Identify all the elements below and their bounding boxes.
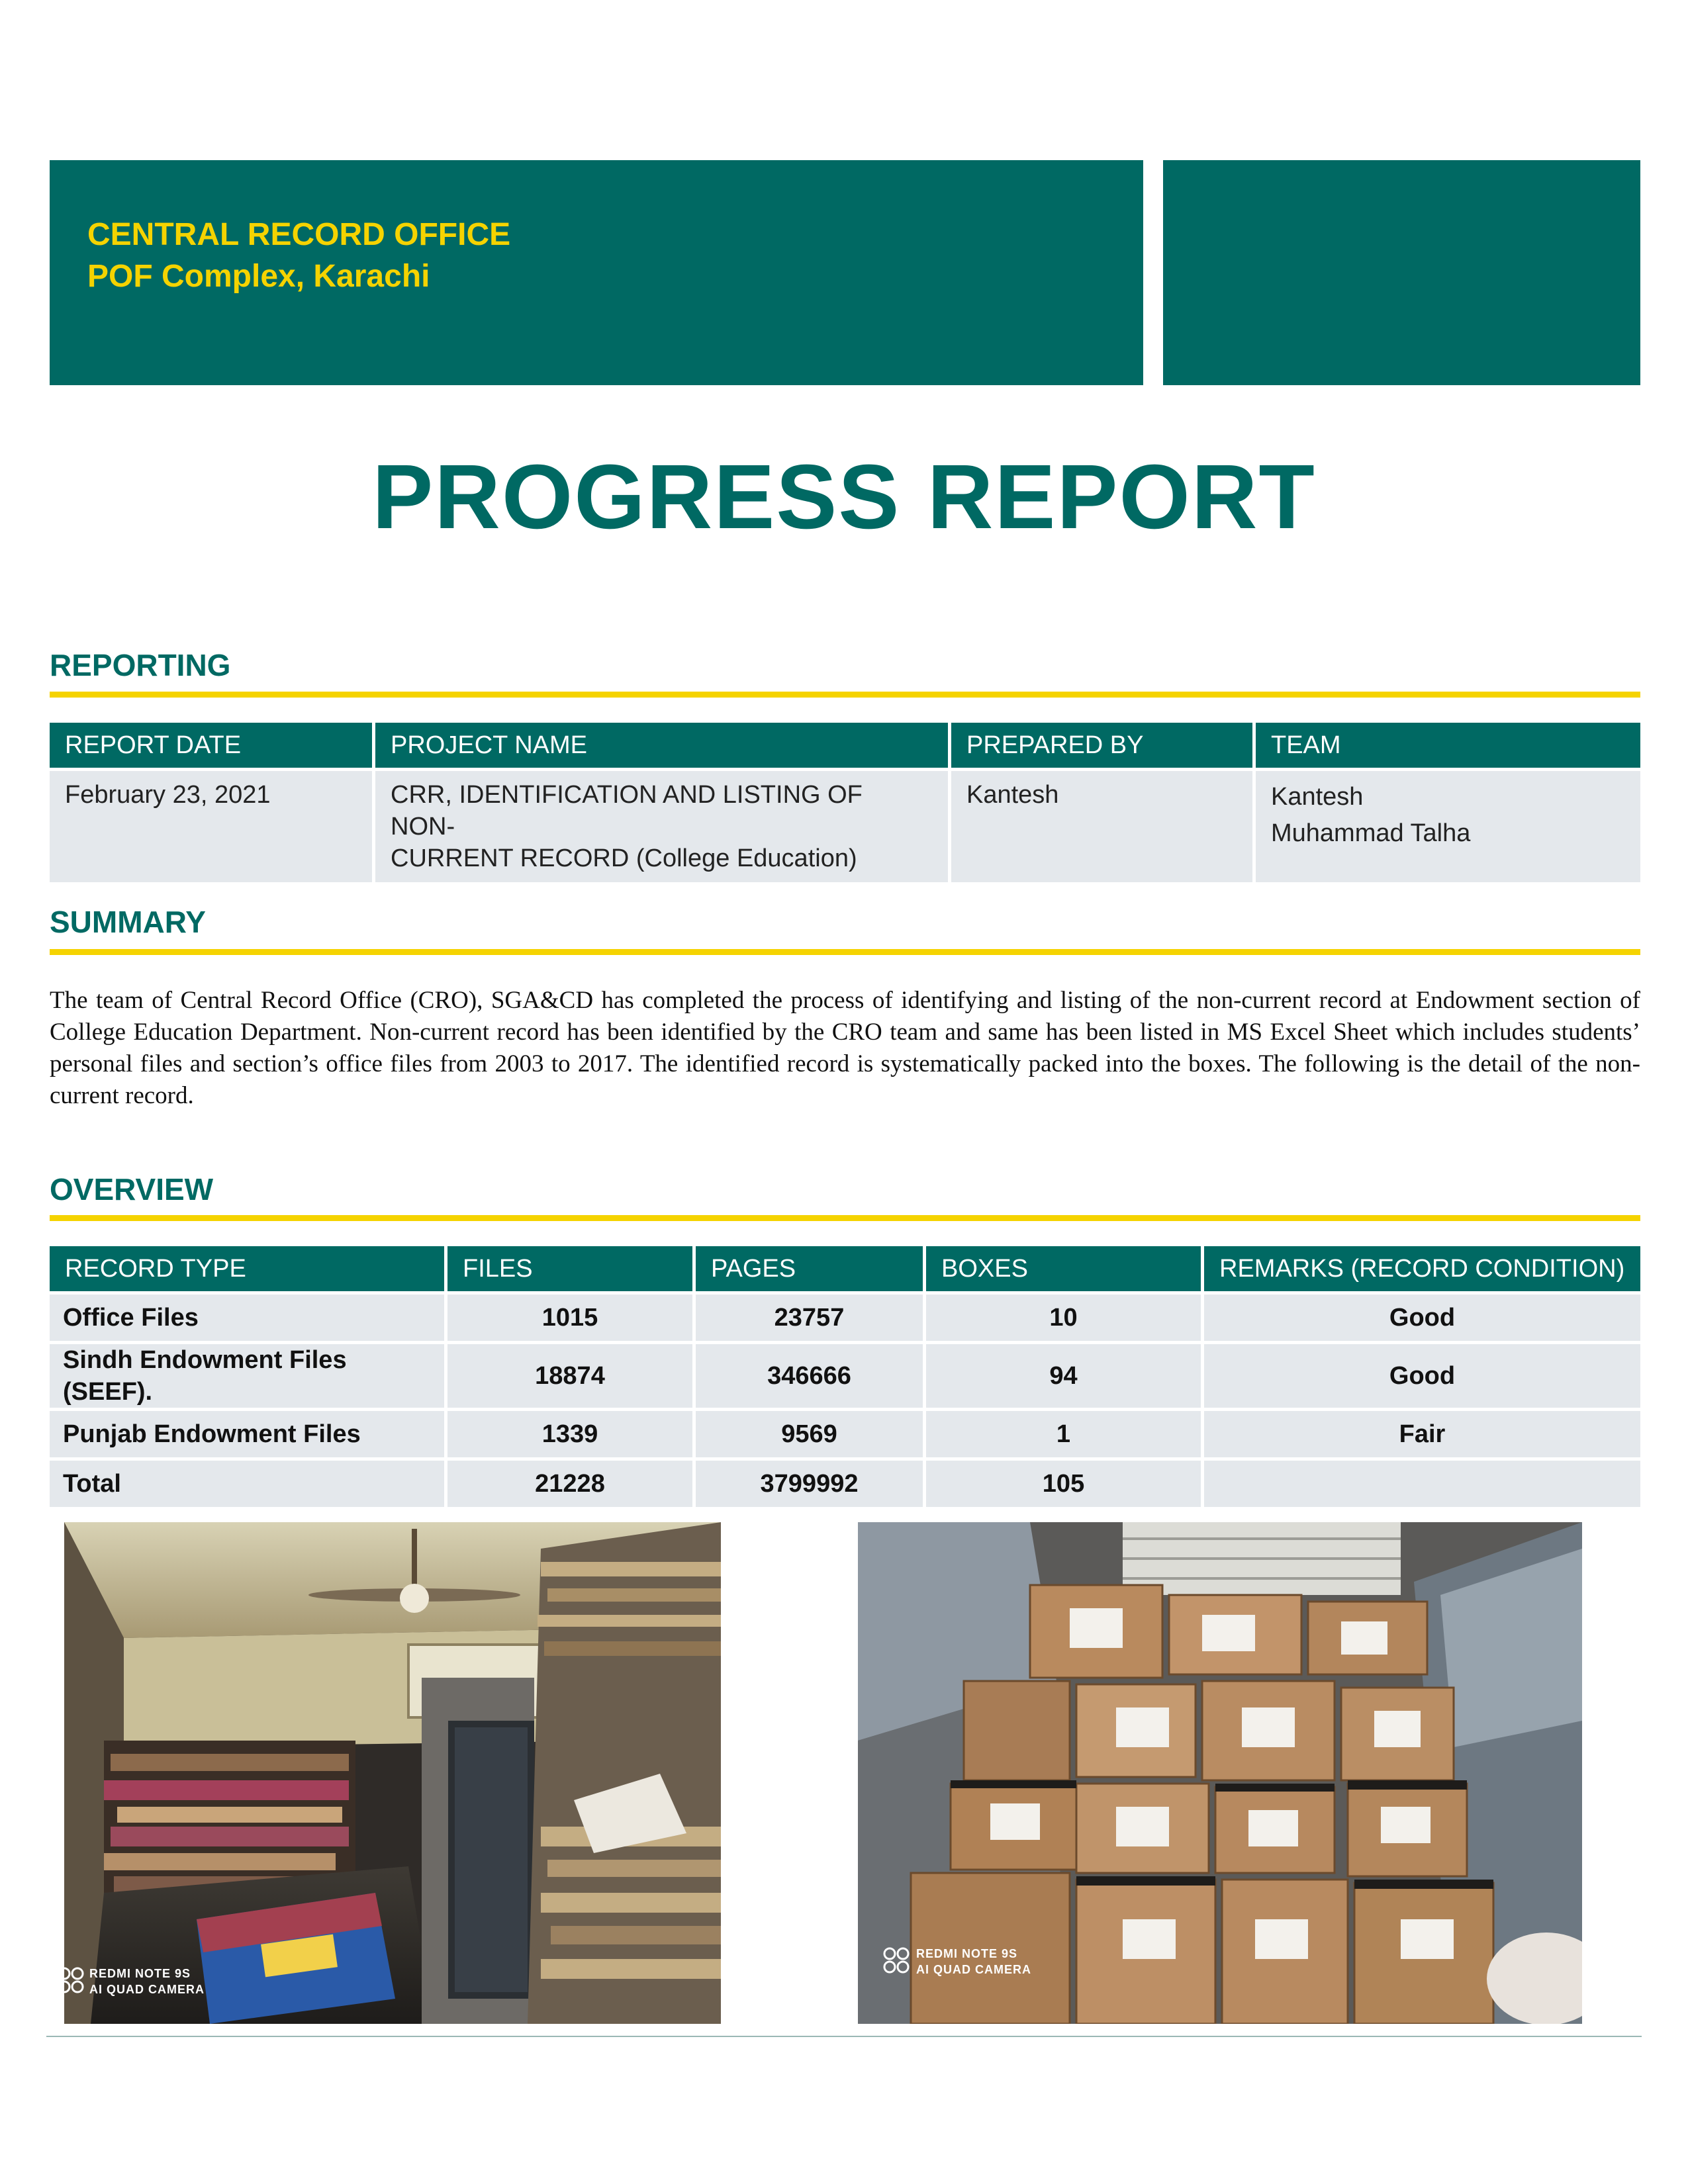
- table-row: [50, 1344, 1640, 1408]
- photo-record-room-before: [64, 1522, 721, 2024]
- reporting-heading: REPORTING: [50, 648, 231, 682]
- boxes-count: 105: [926, 1461, 1201, 1507]
- header-banner: [50, 160, 1143, 385]
- col-boxes: BOXES: [926, 1246, 1201, 1291]
- summary-heading: SUMMARY: [50, 905, 206, 939]
- col-prepared-by: PREPARED BY: [951, 723, 1252, 768]
- record-condition: Fair: [1204, 1411, 1640, 1457]
- table-row-total: [50, 1461, 1640, 1507]
- table-row: [50, 1411, 1640, 1457]
- reporting-row: [50, 771, 1640, 882]
- report-date: February 23, 2021: [50, 771, 372, 882]
- pages-count: 9569: [696, 1411, 923, 1457]
- camera-watermark: REDMI NOTE 9S AI QUAD CAMERA: [89, 1967, 205, 1996]
- overview-heading: OVERVIEW: [50, 1172, 214, 1206]
- org-address: POF Complex, Karachi: [87, 259, 430, 294]
- boxes-count: 10: [926, 1295, 1201, 1341]
- team-member: Muhammad Talha: [1271, 819, 1471, 847]
- record-condition: Good: [1204, 1295, 1640, 1341]
- files-count: 1015: [447, 1295, 692, 1341]
- record-type: Total: [50, 1461, 444, 1507]
- pages-count: 23757: [696, 1295, 923, 1341]
- record-condition: [1204, 1461, 1640, 1507]
- table-row: [50, 1295, 1640, 1341]
- files-count: 21228: [447, 1461, 692, 1507]
- summary-rule: [50, 949, 1640, 955]
- record-type: Punjab Endowment Files: [50, 1411, 444, 1457]
- files-count: 18874: [447, 1344, 692, 1408]
- camera-lens-icon: [882, 1946, 911, 1975]
- boxes-count: 1: [926, 1411, 1201, 1457]
- footer-rule: [46, 2036, 1642, 2037]
- record-type: Office Files: [50, 1295, 444, 1341]
- record-condition: Good: [1204, 1344, 1640, 1408]
- reporting-table: [46, 719, 1644, 886]
- camera-lens-icon: [64, 1966, 85, 1995]
- header-side-block: [1163, 160, 1640, 385]
- overview-header-row: [50, 1246, 1640, 1291]
- col-pages: PAGES: [696, 1246, 923, 1291]
- prepared-by: Kantesh: [951, 771, 1252, 882]
- camera-watermark: REDMI NOTE 9S AI QUAD CAMERA: [916, 1947, 1031, 1976]
- col-files: FILES: [447, 1246, 692, 1291]
- overview-table: [46, 1243, 1644, 1510]
- col-record-type: RECORD TYPE: [50, 1246, 444, 1291]
- org-name: CENTRAL RECORD OFFICE: [87, 217, 511, 252]
- overview-rule: [50, 1215, 1640, 1221]
- pages-count: 346666: [696, 1344, 923, 1408]
- page-title: PROGRESS REPORT: [372, 446, 1316, 548]
- record-type: Sindh Endowment Files (SEEF).: [50, 1344, 444, 1408]
- project-name: CRR, IDENTIFICATION AND LISTING OF NON- CURRENT RECORD (College Education): [375, 771, 948, 882]
- team-members: [1256, 771, 1640, 882]
- boxes-count: 94: [926, 1344, 1201, 1408]
- col-remarks: REMARKS (RECORD CONDITION): [1204, 1246, 1640, 1291]
- files-count: 1339: [447, 1411, 692, 1457]
- reporting-header-row: [50, 723, 1640, 768]
- photo-packed-boxes: [858, 1522, 1582, 2024]
- reporting-rule: [50, 692, 1640, 698]
- col-project-name: PROJECT NAME: [375, 723, 948, 768]
- summary-text: The team of Central Record Office (CRO), SGA&CD has completed the process of identifying and listing of the non-current record at Endowment section of College Education Department. Non-current record has been identified by the CRO team and same has been listed in MS Excel Sheet which includes students’ personal files and section’s office files from 2003 to 2017. The identified record is systematically packed into the boxes. The following is the detail of the non-current record.: [50, 987, 1640, 1109]
- pages-count: 3799992: [696, 1461, 923, 1507]
- team-member: Kantesh: [1271, 783, 1364, 811]
- col-report-date: REPORT DATE: [50, 723, 372, 768]
- col-team: TEAM: [1256, 723, 1640, 768]
